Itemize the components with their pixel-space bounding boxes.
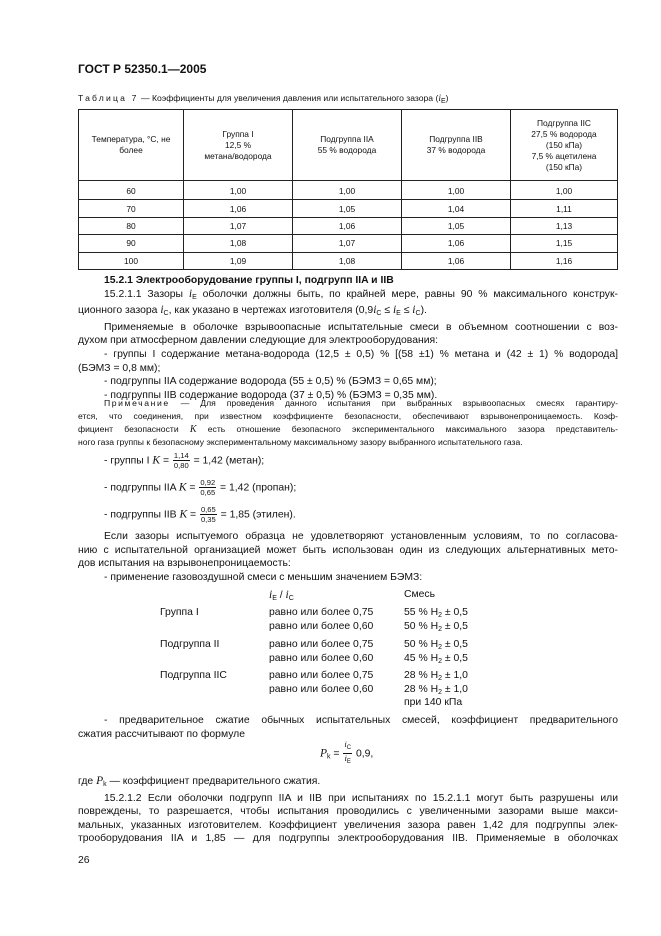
table-cell: 1,06 bbox=[184, 200, 293, 217]
note-block bbox=[78, 397, 618, 449]
table-header-text: (150 кПа) bbox=[545, 161, 583, 172]
alt-mix-1: 50 % $H_2 \pm 0,5$ bbox=[404, 639, 468, 651]
para-5-line-1: 15.2.1.2 Если оболочки подгрупп IIA и IIB при испытаниях по 15.2.1.1 могут быть разрушены или bbox=[104, 792, 618, 804]
table-body bbox=[79, 181, 618, 270]
pk-fraction: $\frac{i_C}{i_E}$ bbox=[344, 739, 352, 765]
table-header-text: Подгруппа IIC bbox=[537, 117, 591, 128]
alt-ratio-1: равно или более 0,75 bbox=[269, 607, 374, 618]
table-cell: 1,15 bbox=[511, 235, 618, 252]
formula-line: - группы I K = $\frac{1,14}{0,80}$ = 1,42 (метан); bbox=[104, 451, 265, 470]
table-cell: 1,16 bbox=[511, 252, 618, 269]
where-line: где $P_k$ — коэффициент предварительного сжатия. bbox=[78, 775, 321, 788]
para-4-line-1: - предварительное сжатие обычных испытательных смесей, коэффициент предварительного bbox=[104, 715, 618, 726]
alt-mix-2: 28 % $H_2 \pm 1,0$ bbox=[404, 683, 468, 696]
page-number: 26 bbox=[78, 855, 90, 866]
table-cell: 1,05 bbox=[293, 200, 402, 217]
alt-mix-2: 50 % $H_2 \pm 0,5$ bbox=[404, 620, 468, 633]
table-cell: 1,11 bbox=[511, 200, 618, 217]
table-header-text: Подгруппа IIA bbox=[320, 134, 374, 144]
table-header-text: Температура, °С, не bbox=[91, 134, 171, 144]
table-caption-var: i bbox=[438, 94, 441, 104]
bullet-1-line-2: (БЭМЗ = 0,8 мм); bbox=[78, 362, 161, 374]
para-1-line-1: 15.2.1.1 Зазоры $i_E$ оболочки должны быть, по крайней мере, равны 90 % максимального конструк- bbox=[104, 287, 618, 301]
formula-fraction: $\frac{1,14}{0,80}$ bbox=[173, 451, 189, 470]
table-header-text: метана/водорода bbox=[204, 150, 272, 161]
bullet-3: - подгруппы IIB содержание водорода (37 ± 0,5) % (БЭМЗ = 0,35 мм). bbox=[104, 389, 438, 401]
table-cell: 1,00 bbox=[511, 181, 618, 200]
alt-ratio-2: равно или более 0,60 bbox=[269, 620, 374, 632]
section-15-2-1 bbox=[78, 274, 618, 402]
table-cell: 70 bbox=[79, 200, 184, 217]
table-cell: 1,09 bbox=[184, 252, 293, 269]
alt-group-name: Подгруппа IIC bbox=[160, 670, 227, 681]
para-3-line-4: - применение газовоздушной смеси с меньшим значением БЭМЗ: bbox=[104, 571, 423, 583]
table-cell: 1,04 bbox=[402, 200, 511, 217]
alt-group-name: Подгруппа II bbox=[160, 639, 220, 650]
table-cell: 1,08 bbox=[184, 235, 293, 252]
table-cell: 1,07 bbox=[293, 235, 402, 252]
alt-ratio-2: равно или более 0,60 bbox=[269, 683, 374, 695]
section-heading: 15.2.1 Электрооборудование группы I, подгрупп IIA и IIB bbox=[104, 275, 394, 286]
alt-ratio-2: равно или более 0,60 bbox=[269, 652, 374, 664]
table-row bbox=[79, 217, 618, 234]
table-header-cell bbox=[79, 110, 184, 181]
table-header-cell bbox=[184, 110, 293, 181]
table-header-text: Подгруппа IIB bbox=[429, 134, 483, 144]
table-row bbox=[79, 235, 618, 252]
bullet-2: - подгруппы IIA содержание водорода (55 ± 0,5) % (БЭМЗ = 0,65 мм); bbox=[104, 376, 437, 388]
table-cell: 1,00 bbox=[293, 181, 402, 200]
formula-fraction: $\frac{0,92}{0,65}$ bbox=[200, 478, 216, 497]
alt-col-ratio-header: $i_E / i_C$ bbox=[269, 589, 294, 602]
para-3 bbox=[78, 530, 618, 584]
para-5 bbox=[78, 775, 618, 846]
table-header-cell bbox=[511, 110, 618, 181]
alt-ratio-1: равно или более 0,75 bbox=[269, 639, 374, 650]
para-3-line-2: нию с испытательной организацией может быть использован один из следующих альтернативных мето- bbox=[78, 544, 618, 556]
table-header-cell bbox=[293, 110, 402, 181]
table-cell: 1,06 bbox=[402, 235, 511, 252]
table-row bbox=[79, 181, 618, 200]
table-header-text: более bbox=[119, 145, 143, 155]
table-cell: 80 bbox=[79, 217, 184, 234]
document-header: ГОСТ Р 52350.1—2005 bbox=[78, 62, 207, 76]
table-cell: 1,06 bbox=[402, 252, 511, 269]
table-header-text: Группа I bbox=[222, 128, 254, 139]
alt-mix-1: 28 % $H_2 \pm 1,0$ bbox=[404, 670, 468, 682]
note-line-4: ного газа группы к безопасному экспериментальному максимальному зазору выбранного испытательного газа. bbox=[78, 437, 523, 447]
bullet-1-line-1: - группы I содержание метана-водорода (12,5 ± 0,5) % [(58 ±1) % метана и (42 ± 1) % водорода] bbox=[104, 348, 618, 360]
alt-ratio-1: равно или более 0,75 bbox=[269, 670, 374, 681]
table-header-text: 55 % водорода bbox=[317, 145, 377, 155]
formula-line: - подгруппы IIB K = $\frac{0,65}{0,35}$ = 1,85 (этилен). bbox=[104, 505, 296, 524]
formula-fraction: $\frac{0,65}{0,35}$ bbox=[200, 505, 216, 524]
table-row bbox=[79, 200, 618, 217]
para-3-line-1: Если зазоры испытуемого образца не удовлетворяют установленным условиям, то по согласова- bbox=[104, 531, 618, 542]
alt-col-mix-header: Смесь bbox=[404, 589, 436, 600]
table-caption-text: — Коэффициенты для увеличения давления или испытательного зазора ( bbox=[138, 93, 439, 103]
para-5-line-2: повреждены, то разрешается, чтобы испытания проводились с увеличенными зазорами выше макси- bbox=[78, 806, 618, 818]
note-line-2: ется, что соединения, при известном коэффициенте безопасности, обеспечивают взрывонепроницаемость. Коэф- bbox=[78, 411, 618, 421]
table-caption-close: ) bbox=[445, 93, 449, 103]
table-header-cell bbox=[402, 110, 511, 181]
para-4 bbox=[78, 714, 618, 741]
para-2-line-2: духом при атмосферном давлении следующие для электрооборудования: bbox=[78, 335, 439, 347]
para-1-line-2: ционного зазора $i_C$, как указано в чертежах изготовителя $(0,9i_C \le i_E \le i_C)$. bbox=[78, 304, 427, 318]
coefficient-table bbox=[78, 109, 618, 270]
table-caption-sub: E bbox=[440, 98, 446, 105]
table-cell: 1,06 bbox=[293, 217, 402, 234]
para-2-line-1: Применяемые в оболочке взрывоопасные испытательные смеси в объемном соотношении с воз- bbox=[104, 321, 618, 333]
table-header-text: 27,5 % водорода bbox=[531, 128, 597, 139]
alt-mix-1: 55 % $H_2 \pm 0,5$ bbox=[404, 607, 468, 619]
para-4-line-2: сжатия рассчитывают по формуле bbox=[78, 728, 246, 740]
table-cell: 1,05 bbox=[402, 217, 511, 234]
formula-line: - подгруппы IIA K = $\frac{0,92}{0,65}$ = 1,42 (пропан); bbox=[104, 478, 297, 497]
alt-group-name: Группа I bbox=[160, 607, 199, 618]
alt-pressure-note: при 140 кПа bbox=[404, 697, 463, 708]
para-3-line-3: дов испытания на взрывонепроницаемость: bbox=[78, 558, 291, 570]
note-line-1: Примечание — Для проведения данного испытания при выбранных взрывоопасных смесях гарантиру- bbox=[104, 398, 618, 408]
table-row bbox=[79, 252, 618, 269]
table-caption-label: Таблица 7 bbox=[78, 93, 139, 103]
table-header-row bbox=[79, 110, 618, 181]
table-header-text: 12,5 % bbox=[224, 139, 252, 150]
table-cell: 1,13 bbox=[511, 217, 618, 234]
para-5-line-4: трооборудования IIA и 1,85 — для подгруппы электрооборудования IIB. Применяемые в оболочках bbox=[78, 833, 618, 845]
para-5-line-3: мальных, указанных изготовителем. Коэффициент увеличения зазора равен 1,42 для подгруппы элек- bbox=[78, 819, 618, 831]
table-cell: 1,00 bbox=[184, 181, 293, 200]
table-cell: 90 bbox=[79, 235, 184, 252]
alt-mix-2: 45 % $H_2 \pm 0,5$ bbox=[404, 652, 468, 665]
note-line-3: фициент безопасности K есть отношение безопасного экспериментального максимального зазора представитель- bbox=[78, 424, 618, 435]
table-cell: 60 bbox=[79, 181, 184, 200]
table-header-text: 7,5 % ацетилена bbox=[531, 150, 597, 161]
table-header-text: 37 % водорода bbox=[426, 145, 486, 155]
table-header-text: (150 кПа) bbox=[545, 139, 583, 150]
table-caption bbox=[78, 93, 449, 105]
table-cell: 1,07 bbox=[184, 217, 293, 234]
table-cell: 1,00 bbox=[402, 181, 511, 200]
precompression-formula: $P_k$ = $\frac{i_C}{i_E}$ 0,9, bbox=[320, 739, 374, 765]
table-cell: 100 bbox=[79, 252, 184, 269]
table-cell: 1,08 bbox=[293, 252, 402, 269]
